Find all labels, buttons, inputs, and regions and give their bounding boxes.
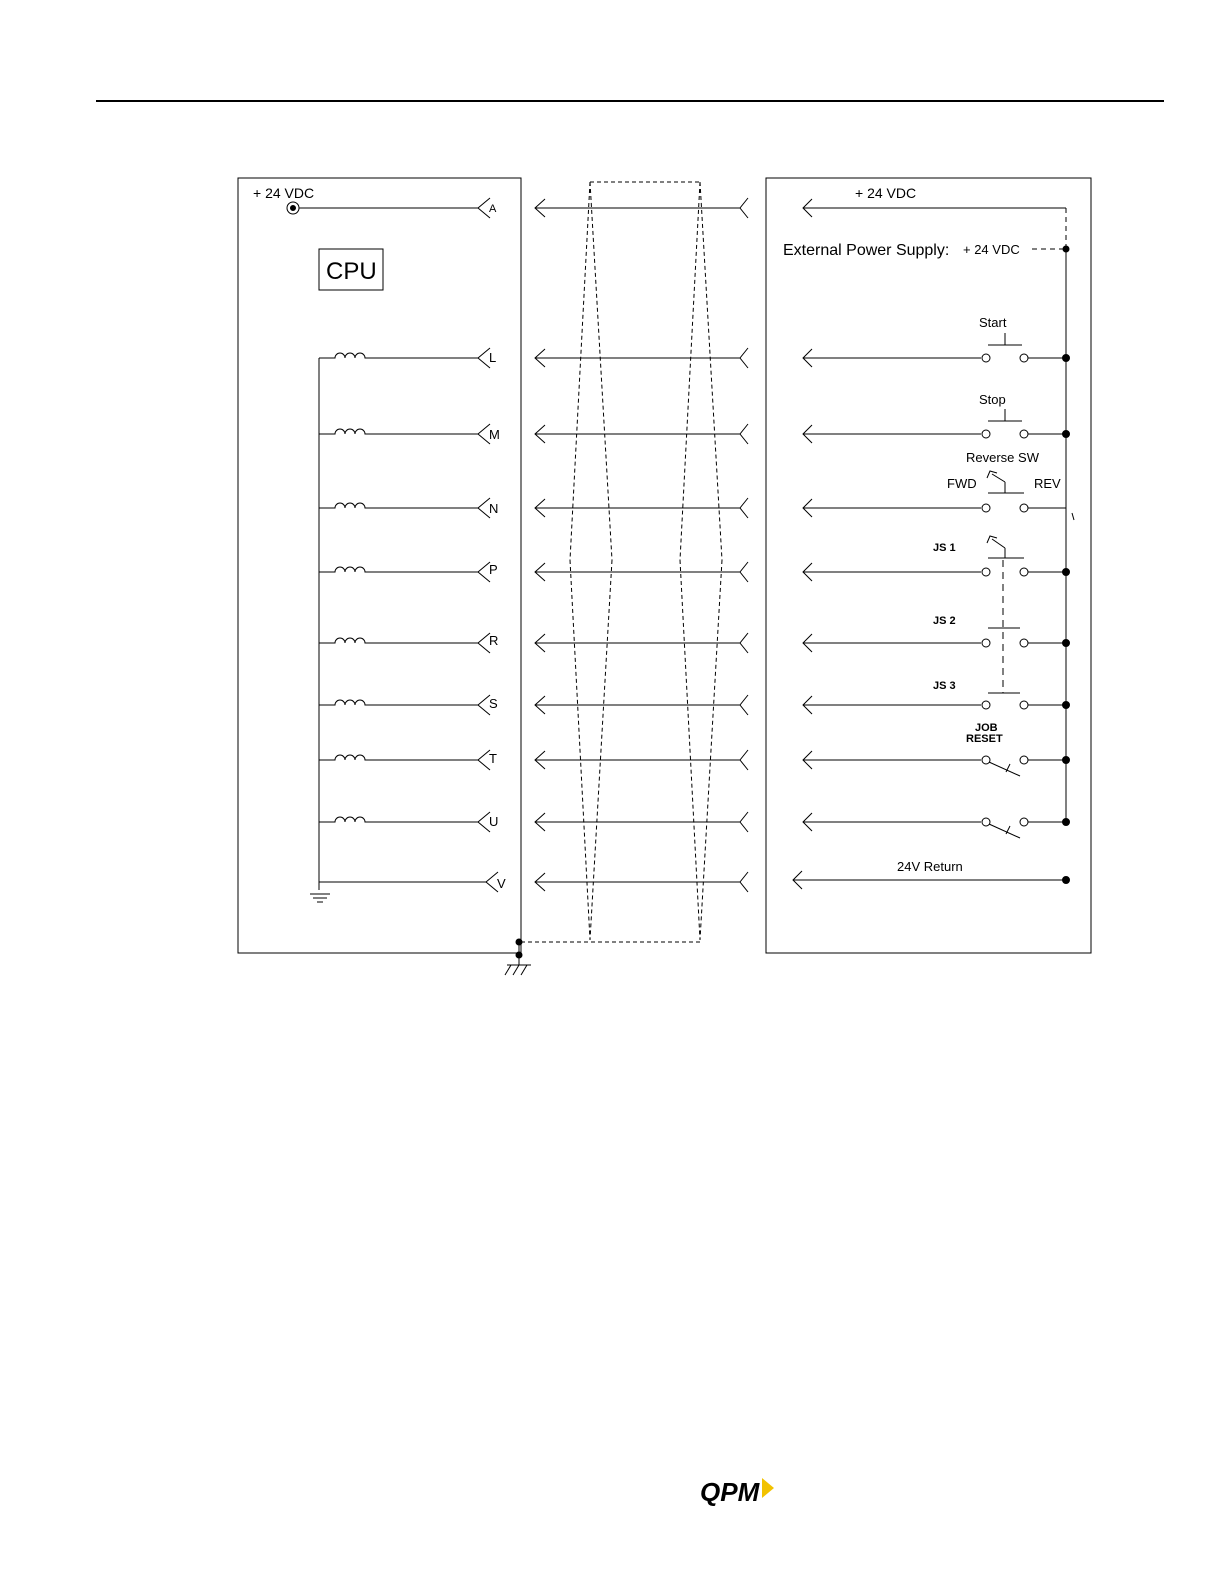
ext-supply-voltage: + 24 VDC [963, 242, 1020, 257]
junction-dot [1063, 355, 1070, 362]
reset-label: RESET [966, 733, 1003, 745]
external-panel [766, 178, 1091, 953]
coil-icon [319, 429, 478, 434]
right-supply-label: + 24 VDC [855, 185, 917, 201]
contact-icon [1020, 639, 1028, 647]
ext-supply-label: External Power Supply: [783, 242, 950, 259]
pin-label-n: N [489, 501, 499, 516]
contact-icon [982, 818, 990, 826]
switch-blade-icon [989, 824, 1020, 838]
pin-label-p: P [489, 562, 498, 577]
contact-icon [982, 701, 990, 709]
contact-icon [982, 639, 990, 647]
coil-icon [319, 503, 478, 508]
start-label: Start [979, 315, 1007, 330]
connector-icon [740, 812, 748, 832]
pin-label-v: V [497, 876, 506, 891]
junction-dot [1063, 640, 1070, 647]
junction-dot [1063, 431, 1070, 438]
return-label: 24V Return [897, 859, 963, 874]
rev-wire-tail [1072, 513, 1074, 520]
pin-label-r: R [489, 633, 499, 648]
pin-label-u: U [489, 814, 499, 829]
coil-icon [319, 700, 478, 705]
contact-icon [982, 568, 990, 576]
js1-label: JS 1 [933, 542, 956, 554]
connector-icon [740, 633, 748, 653]
rev-label: REV [1034, 476, 1061, 491]
junction-dot [1063, 702, 1070, 709]
contact-icon [1020, 354, 1028, 362]
fwd-label: FWD [947, 476, 977, 491]
coil-icon [319, 817, 478, 822]
connector-icon [740, 498, 748, 518]
js3-label: JS 3 [933, 680, 956, 692]
connector-icon [740, 348, 748, 368]
cpu-label: CPU [326, 258, 377, 285]
connector-icon [740, 198, 748, 218]
contact-icon [1020, 756, 1028, 764]
connector-icon [740, 750, 748, 770]
cpu-panel [238, 178, 521, 953]
logo-arrow-icon [762, 1478, 774, 1498]
job-label: JOB [975, 722, 998, 734]
junction-dot [1063, 757, 1070, 764]
junction-dot [1063, 246, 1069, 252]
pin-label-t: T [489, 751, 497, 766]
pin-label-l: L [489, 350, 497, 365]
junction-dot [1063, 877, 1070, 884]
left-supply-label: + 24 VDC [253, 185, 315, 201]
contact-icon [982, 430, 990, 438]
contact-icon [982, 354, 990, 362]
js2-label: JS 2 [933, 615, 956, 627]
switch-blade-icon [989, 762, 1020, 776]
reverse-label: Reverse SW [966, 450, 1039, 465]
connector-icon [740, 872, 748, 892]
contact-icon [982, 756, 990, 764]
contact-icon [982, 504, 990, 512]
contact-icon [1020, 818, 1028, 826]
junction-dot [1063, 819, 1070, 826]
coil-icon [319, 755, 478, 760]
pin-label-s: S [489, 696, 498, 711]
logo-text: QPM [700, 1477, 760, 1507]
junction-dot [1063, 569, 1070, 576]
connector-icon [740, 562, 748, 582]
contact-icon [1020, 701, 1028, 709]
coil-icon [319, 567, 478, 572]
contact-icon [1020, 430, 1028, 438]
stop-label: Stop [979, 392, 1006, 407]
connector-icon [740, 695, 748, 715]
contact-icon [1020, 568, 1028, 576]
pin-label-m: M [489, 427, 500, 442]
pin-label-a: A [489, 203, 497, 215]
qpm-logo [700, 1470, 780, 1510]
coil-icon [319, 353, 478, 358]
contact-icon [1020, 504, 1028, 512]
connector-icon [740, 424, 748, 444]
coil-icon [319, 638, 478, 643]
shielded-cable [521, 182, 722, 942]
